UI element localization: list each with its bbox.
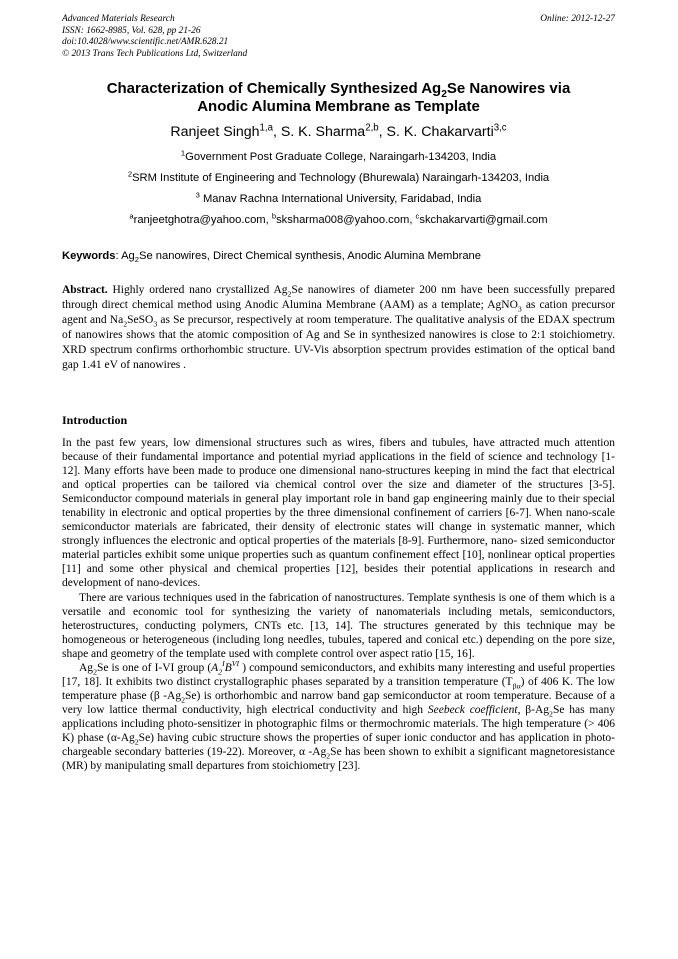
- author-name: S. K. Sharma: [280, 124, 366, 140]
- section-heading-introduction: Introduction: [62, 413, 128, 427]
- paragraph: $Ag_2Se$ is one of I-VI group ($A_2^IB^{VI}$ ) compound semiconductors, and exhibits many interesting and useful properties [17, 18]. It exhibits two distinct crystallographic phases separated by a transition temperature $(T_{\beta\alpha})$ of 406 K. The low temperature phase (β $-Ag_2Se$) is orthorhombic and narrow band gap semiconductor at room temperature. Because of a very low lattice thermal conductivity, high electrical conductivity and high Seebeck coefficient, $\beta-Ag_2Se$ has many applications including photo-sensitizer in photographic films or thermochromic materials. The high temperature (> 406 K) phase $(\alpha-Ag_2Se)$ having cubic structure shows the properties of super ionic conductor and has application in photo-chargeable secondary batteries (19-22). Moreover, α $-Ag_2Se$ has been shown to exhibit a significant magnetoresistance (MR) by manipulating small departures from stoichiometry [23].: [62, 658, 615, 773]
- paper-title: Characterization of Chemically Synthesized $Ag_2Se$ Nanowires via Anodic Alumina Membrane as Template: [106, 80, 571, 115]
- paragraph: There are various techniques used in the fabrication of nanostructures. Template synthesis is one of them which is a versatile and economic tool for synthesizing the variety of nanomaterials including metals, semiconductors, heterostructures, conducting polymers, CNTs etc. [13, 14]. The structures generated by this technique may be homogeneous or heterogeneous (including long needles, tubules, tapered and conical etc.) depending on the pore size, shape and geometry of the template used with complete control over aspect ratio [15, 16].: [62, 591, 615, 660]
- author-list: Ranjeet Singh$^{1,a}$, S. K. Sharma$^{2,b}$, S. K. Chakarvarti$^{3,c}$: [170, 122, 507, 140]
- paragraph: In the past few years, low dimensional structures such as wires, fibers and tubules, have attracted much attention because of their fundamental importance and potential myriad applications in the field of science and technology [1-12]. Many efforts have been made to produce one dimensional nano-structures keeping in mind the fact that electrical and optical properties can be tailored via chemical control over the size and diameter of the structures [3-5]. Semiconductor compound materials in general play important role in band gap engineering mainly due to their special tenability in electronic and optical properties by the three dimensional confinement of carriers [6-7]. When nano-scale semiconductor materials are fabricated, their density of electronic states will change in systematic manner, which strongly influences the electronic and optical properties of the materials [8-9]. Furthermore, nano- sized semiconductor material particles exhibit some unique properties such as quantum confinement effect [10], nonlinear optical properties [11] and some other physical and chemical properties [12], besides their potential applications in research and development of nano-devices.: [62, 437, 615, 590]
- formula: $A_2^IB^{VI}$: [211, 658, 240, 677]
- doi-line: doi:10.4028/www.scientific.net/AMR.628.21: [62, 37, 229, 48]
- affiliation-1: $^1$Government Post Graduate College, Naraingarh-134203, India: [180, 148, 497, 163]
- online-date: Online: 2012-12-27: [540, 14, 615, 24]
- affiliation-3: $^3$ Manav Rachna International University, Faridabad, India: [195, 190, 482, 205]
- journal-name: Advanced Materials Research: [62, 14, 175, 24]
- affiliation-2: $^2$SRM Institute of Engineering and Technology (Bhurewala) Naraingarh-134203, India: [127, 169, 550, 184]
- author-name: Ranjeet Singh: [170, 124, 260, 140]
- abstract-label: Abstract.: [62, 284, 108, 296]
- abstract: Abstract. Highly ordered nano crystallized $Ag_2Se$ nanowires of diameter 200 nm have been successfully prepared through direct chemical method using Anodic Alumina Membrane (AAM) as a template; AgNO$_3$ as cation precursor agent and $Na_2SeSO_3$ as Se precursor, respectively at room temperature. The qualitative analysis of the EDAX spectrum of nanowires shows that the atomic composition of Ag and Se in synthesized nanowires is close to 2:1 stoichiometry. XRD spectrum confirms orthorhombic structure. UV-Vis absorption spectrum provides estimation of the optical band gap 1.41 eV of nanowires .: [62, 284, 615, 371]
- author-emails: $^a$ranjeetghotra@yahoo.com, $^b$sksharma008@yahoo.com, $^c$skchakarvarti@gmail.com: [129, 211, 548, 226]
- journal-header: [62, 14, 247, 60]
- keywords: Keywords: $Ag_2Se$ nanowires, Direct Chemical synthesis, Anodic Alumina Membrane: [62, 250, 481, 265]
- author-name: S. K. Chakarvarti: [386, 124, 494, 140]
- introduction-body: [62, 436, 615, 773]
- copyright-line: © 2013 Trans Tech Publications Ltd, Switzerland: [62, 48, 248, 59]
- keywords-label: Keywords: [62, 250, 116, 262]
- issn-line: ISSN: 1662-8985, Vol. 628, pp 21-26: [62, 25, 201, 36]
